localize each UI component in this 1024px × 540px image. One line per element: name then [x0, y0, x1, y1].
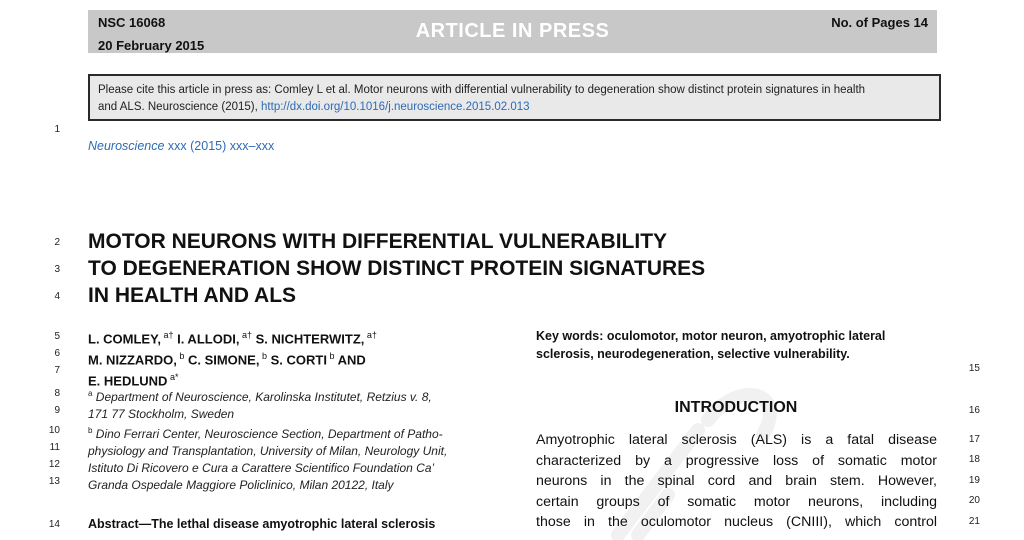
title-line: TO DEGENERATION SHOW DISTINCT PROTEIN SIGNATURES: [88, 257, 706, 280]
line-number: 13: [48, 476, 60, 487]
author-name: E. HEDLUND: [88, 372, 168, 388]
affil-text: physiology and Transplantation, University of Milan, Neurology Unit,: [88, 444, 448, 458]
manuscript-date: 20 February 2015: [98, 38, 205, 53]
author-affil-mark: a†: [239, 330, 252, 340]
author-name: M. NIZZARDO,: [88, 352, 177, 368]
author-affil-mark: b: [326, 350, 335, 361]
affil-text: Istituto Di Ricovero e Cura a Carattere Scientifico Foundation Ca’: [88, 461, 435, 475]
article-title: [88, 228, 705, 309]
author-affil-mark: a†: [160, 330, 174, 340]
journal-reference: [88, 139, 274, 153]
citation-line-2: [98, 99, 933, 116]
introduction-body: [536, 430, 937, 533]
line-number: 18: [968, 454, 980, 465]
abstract-start: Abstract—The lethal disease amyotrophic lateral sclerosis: [88, 517, 436, 531]
journal-volume: xxx (2015) xxx–xxx: [164, 139, 275, 153]
affil-mark: a: [88, 389, 93, 398]
line-number: 2: [54, 237, 60, 248]
line-number: 17: [968, 434, 980, 445]
title-line: MOTOR NEURONS WITH DIFFERENTIAL VULNERABILITY: [88, 230, 668, 253]
body-line: characterized by a progressive loss of somatic motor: [536, 452, 937, 469]
affil-text: Granda Ospedale Maggiore Policlinico, Milan 20122, Italy: [88, 478, 394, 492]
keywords-line: sclerosis, neurodegeneration, selective vulnerability.: [536, 347, 850, 361]
line-number: 21: [968, 516, 980, 527]
line-number: 1: [54, 124, 60, 135]
body-line: neurons in the spinal cord and brain stem. However,: [536, 473, 937, 489]
author-affil-mark: a*: [167, 371, 179, 382]
affil-text: Department of Neuroscience, Karolinska Institutet, Retzius v. 8,: [92, 390, 432, 404]
journal-name: Neuroscience: [88, 139, 165, 153]
affiliation-b: [88, 422, 447, 494]
citation-box: [88, 74, 941, 121]
title-line: IN HEALTH AND ALS: [88, 284, 297, 307]
affil-mark: b: [88, 426, 93, 435]
manuscript-id: NSC 16068: [98, 15, 166, 30]
line-number: 8: [54, 388, 60, 399]
line-number: 11: [49, 442, 60, 453]
author-affil-mark: b: [259, 350, 267, 361]
line-number: 10: [48, 425, 60, 436]
line-number: 19: [968, 475, 980, 486]
line-number: 15: [968, 363, 980, 374]
affil-text: 171 77 Stockholm, Sweden: [88, 407, 235, 421]
line-number: 9: [54, 405, 60, 416]
line-number: 3: [54, 264, 60, 275]
author-name: L. COMLEY,: [88, 331, 161, 347]
body-line: Amyotrophic lateral sclerosis (ALS) is a fatal disease: [536, 432, 937, 448]
author-affil-mark: a†: [364, 330, 377, 340]
citation-text: and ALS. Neuroscience (2015),: [98, 101, 262, 113]
section-heading-introduction: INTRODUCTION: [674, 399, 798, 416]
line-number: 6: [54, 348, 60, 359]
line-number: 5: [54, 331, 60, 342]
line-number: 14: [48, 519, 60, 530]
author-conjunction: AND: [334, 352, 366, 368]
line-number: 7: [54, 365, 60, 376]
keywords: [536, 327, 941, 363]
body-line: those in the oculomotor nucleus (CNIII), which control: [536, 514, 937, 530]
line-number: 12: [48, 459, 60, 470]
line-number: 4: [54, 291, 60, 302]
body-line: certain groups of somatic motor neurons, including: [536, 493, 937, 510]
author-name: S. CORTI: [266, 352, 327, 368]
keywords-line: Key words: oculomotor, motor neuron, amyotrophic lateral: [536, 329, 886, 343]
affil-text: Dino Ferrari Center, Neuroscience Section, Department of Patho-: [92, 427, 443, 441]
line-number: 20: [968, 495, 980, 506]
line-number: 16: [968, 405, 980, 416]
author-list: [88, 327, 377, 389]
article-in-press-label: ARTICLE IN PRESS: [415, 20, 610, 42]
affiliation-a: [88, 385, 432, 423]
author-name: I. ALLODI,: [173, 331, 240, 347]
author-name: S. NICHTERWITZ,: [251, 331, 365, 347]
citation-line-1: Please cite this article in press as: Comley L et al. Motor neurons with differential vulnerability to degeneration show distinct protein signatures in health: [98, 84, 866, 96]
author-affil-mark: b: [176, 350, 185, 361]
doi-link[interactable]: http://dx.doi.org/10.1016/j.neuroscience.2015.02.013: [261, 101, 530, 113]
page-count: No. of Pages 14: [831, 15, 928, 30]
author-name: C. SIMONE,: [184, 352, 260, 368]
